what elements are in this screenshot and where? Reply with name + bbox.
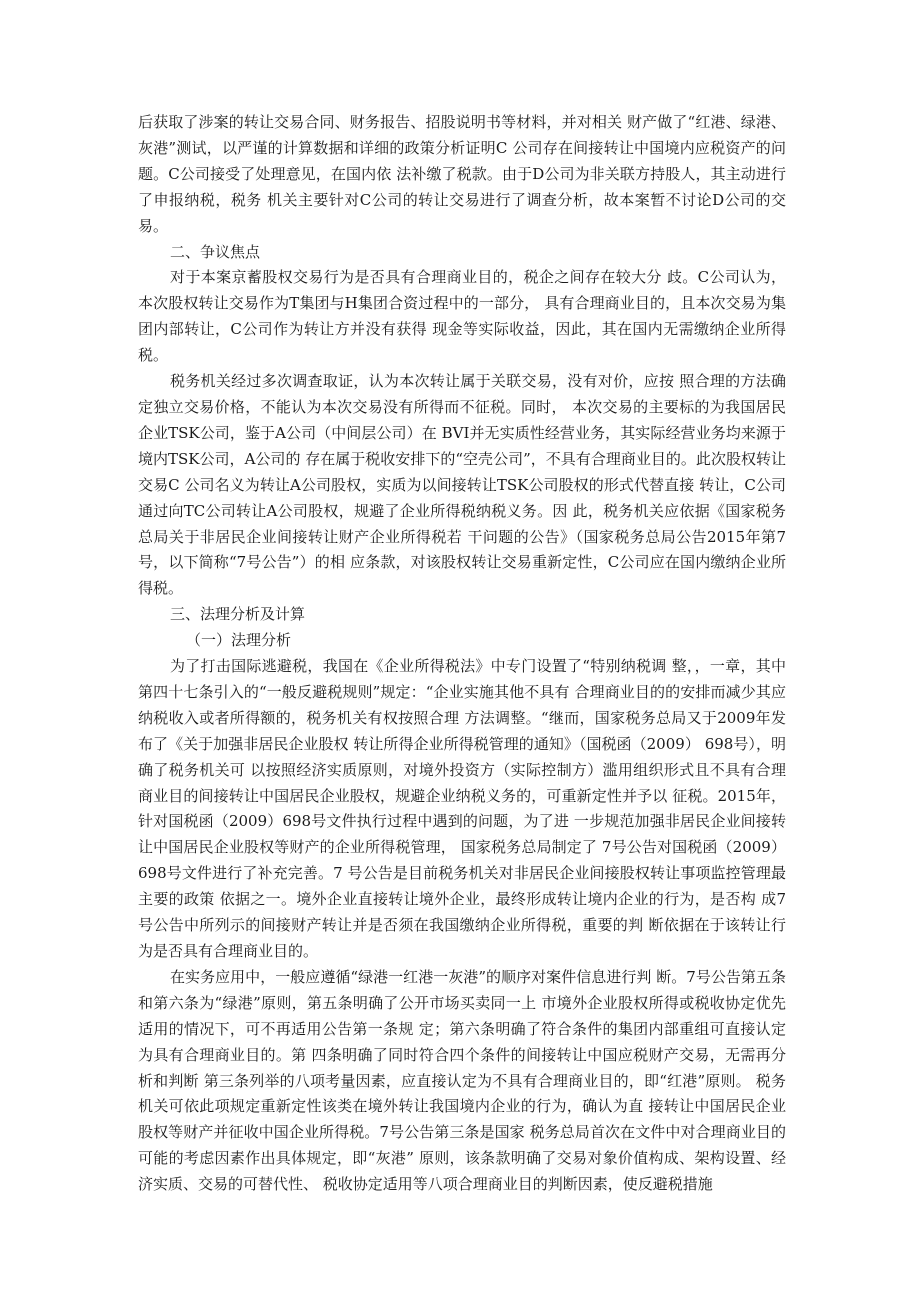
paragraph-legal-background: 为了打击国际逃避税，我国在《企业所得税法》中专门设置了“特别纳税调 整，，一章，其中第四十七条引入的“一般反避税规则”规定：“企业实施其他不具有 合理商业目的的安排而减少其应纳税收入或者所得额的，税务机关有权按照合理 方法调整。“继而，国家税务总局又于2009年发布了《关于加强非居民企业股权 转让所得企业所得税管理的通知》（国税函（2009） 698号），明确了税务机关可 以按照经济实质原则，对境外投资方（实际控制方）滥用组织形式且不具有合理 商业目的间接转让中国居民企业股权，规避企业纳税义务的，可重新定性并予以 征税。2015年，针对国税函（2009）698号文件执行过程中遇到的问题，为了进 一步规范加强非居民企业间接转让中国居民企业股权等财产的企业所得税管理， 国家税务总局制定了 7号公告对国税函（2009）698号文件进行了补充完善。7 号公告是目前税务机关对非居民企业间接股权转让事项监控管理最主要的政策 依据之一。境外企业直接转让境外企业，最终形成转让境内企业的行为，是否构 成7号公告中所列示的间接财产转让并是否须在我国缴纳企业所得税，重要的判 断依据在于该转让行为是否具有合理商业目的。 [138,657,786,960]
subsection-heading-legal-analysis: （一）法理分析 [186,631,292,650]
paragraph-tax-authority-position: 税务机关经过多次调查取证，认为本次转让属于关联交易，没有对价，应按 照合理的方法确定独立交易价格，不能认为本次交易没有所得而不征税。同时， 本次交易的主要标的为我国居民企业TSK公司，鉴于A公司（中间层公司）在 BVI并无实质性经营业务，其实际经营业务均来源于境内TSK公司，A公司的 存在属于税收安排下的“空壳公司”，不具有合理商业目的。此次股权转让交易C 公司名义为转让A公司股权，实质为以间接转让TSK公司股权的形式代替直接 转让，C公司通过向TC公司转让A公司股权，规避了企业所得税纳税义务。因 此，税务机关应依据《国家税务总局关于非居民企业间接转让财产企业所得税若 干问题的公告》（国家税务总局公告2015年第7号，以下简称“7号公告”）的相 应条款，对该股权转让交易重新定性，C公司应在国内缴纳企业所得税。 [138,372,786,598]
paragraph-case-summary: 后获取了涉案的转让交易合同、财务报告、招股说明书等材料，并对相关 财产做了“红港、绿港、灰港”测试，以严谨的计算数据和详细的政策分析证明C 公司存在间接转让中国境内应税资产的问题。C公司接受了处理意见，在国内依 法补缴了税款。由于D公司为非关联方持股人，其主动进行了申报纳税，税务 机关主要针对C公司的转让交易进行了调查分析，故本案暂不讨论D公司的交 易。 [138,113,786,235]
paragraph-practical-application: 在实务应用中，一般应遵循“绿港一红港一灰港”的顺序对案件信息进行判 断。7号公告第五条和第六条为“绿港”原则，第五条明确了公开市场买卖同一上 市境外企业股权所得或税收协定优先适用的情况下，可不再适用公告第一条规 定；第六条明确了符合条件的集团内部重组可直接认定为具有合理商业目的。第 四条明确了同时符合四个条件的间接转让中国应税财产交易，无需再分析和判断 第三条列举的八项考量因素，应直接认定为不具有合理商业目的，即“红港”原则。 税务机关可依此项规定重新定性该类在境外转让我国境内企业的行为，确认为直 接转让中国居民企业股权等财产并征收中国企业所得税。7号公告第三条是国家 税务总局首次在文件中对合理商业目的可能的考虑因素作出具体规定，即“灰港” 原则，该条款明确了交易对象价值构成、架构设置、经济实质、交易的可替代性、 税收协定适用等八项合理商业目的判断因素，使反避税措施 [138,967,786,1194]
section-heading-dispute-focus: 二、争议焦点 [170,242,261,261]
paragraph-company-position: 对于本案京蓄股权交易行为是否具有合理商业目的，税企之间存在较大分 歧。C公司认为，本次股权转让交易作为T集团与H集团合资过程中的一部分， 具有合理商业目的，且本次交易为集团内部转让，C公司作为转让方并没有获得 现金等实际收益，因此，其在国内无需缴纳企业所得税。 [138,268,786,365]
section-heading-legal-analysis: 三、法理分析及计算 [170,605,306,624]
document-page [138,110,786,1198]
